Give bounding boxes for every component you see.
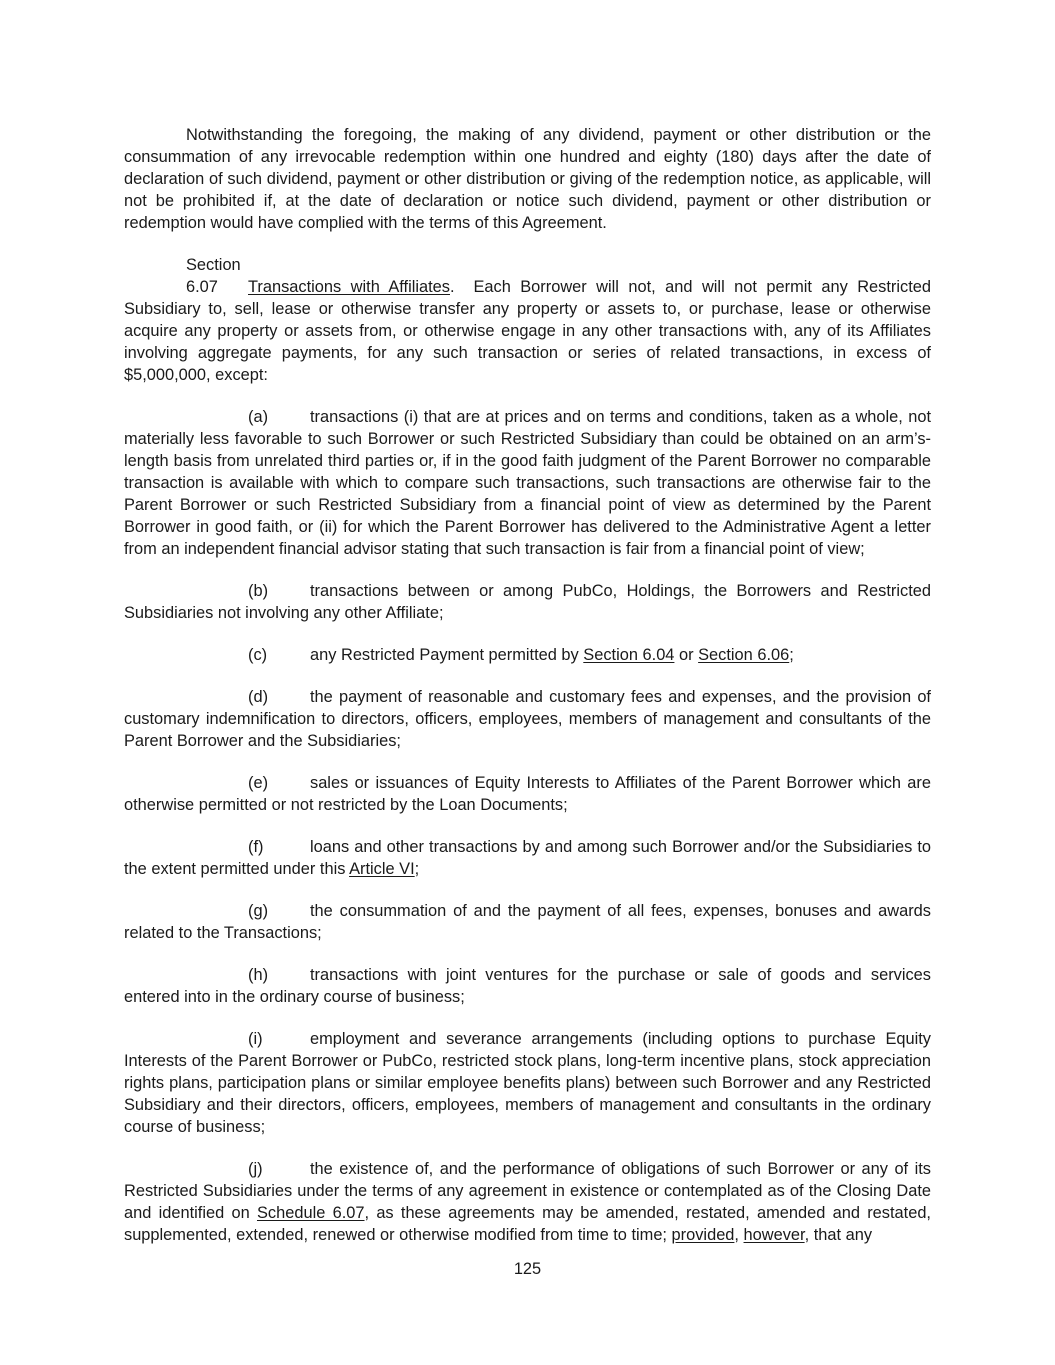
list-item-i [124,1028,931,1138]
schedule-6-07-reference: Schedule 6.07 [256,1204,365,1222]
item-label: (d) [248,688,269,706]
list-item-d [124,686,931,752]
list-item-j [124,1158,931,1246]
item-text: transactions between or among PubCo, Holdings, the Borrowers and Restricted Subsidiaries not involving any other Affiliate; [124,582,931,622]
item-label: (g) [248,902,269,920]
item-label: (e) [248,774,269,792]
article-vi-reference: Article VI [349,860,415,878]
list-item-c [124,644,931,666]
item-text: , as these agreements may be amended, restated, amended and restated, supplemented, extended, renewed or otherwise modified from time to time; [124,1204,931,1244]
item-text: ; [789,646,794,664]
list-item-h [124,964,931,1008]
item-text: sales or issuances of Equity Interests to Affiliates of the Parent Borrower which are otherwise permitted or not restricted by the Loan Documents; [124,774,931,814]
section-title-period: . [450,278,455,296]
item-text: transactions (i) that are at prices and on terms and conditions, taken as a whole, not materially less favorable to such Borrower or such Restricted Subsidiary than could be obtained on an arm’s-length basis from unrelated third parties or, if in the good faith judgment of the Parent Borrower no comparable transaction is available with which to compare such transactions, such transactions are otherwise fair to the Parent Borrower or such Restricted Subsidiary from a financial point of view as determined by the Parent Borrower in good faith, or (ii) for which the Parent Borrower has delivered to the Administrative Agent a letter from an independent financial advisor stating that such transaction is fair from a financial point of view; [124,408,931,558]
item-label: (h) [248,966,269,984]
item-text: , [734,1226,744,1244]
item-text: transactions with joint ventures for the purchase or sale of goods and services entered into in the ordinary course of business; [124,966,931,1006]
item-label: (f) [248,838,264,856]
provided-term: provided [671,1226,735,1244]
list-item-e [124,772,931,816]
section-6-07-paragraph [124,254,931,386]
item-text: ; [414,860,420,878]
item-text: the existence of, and the performance of obligations of such Borrower or any of its Restricted Subsidiaries under the terms of any agreement in existence or contemplated as of the Closing Date and identified on [124,1160,931,1222]
list-item-b [124,580,931,624]
document-page [124,124,931,1246]
section-body: Each Borrower will not, and will not permit any Restricted Subsidiary to, sell, lease or otherwise transfer any property or assets to, or purchase, lease or otherwise acquire any property or assets from, or otherwise engage in any other transactions with, any of its Affiliates involving aggregate payments, for any such transaction or series of related transactions, in excess of $5,000,000, except: [124,278,932,384]
list-item-g [124,900,931,944]
item-text: employment and severance arrangements (including options to purchase Equity Interests of the Parent Borrower or PubCo, restricted stock plans, long-term incentive plans, stock appreciation rights plans, participation plans or similar employee benefits plans) between such Borrower and any Restricted Subsidiary and their directors, officers, employees, members of management and consultants in the ordinary course of business; [124,1030,931,1136]
however-term: however [743,1226,805,1244]
page-number: 125 [513,1260,542,1278]
item-text: the consummation of and the payment of all fees, expenses, bonuses and awards related to the Transactions; [124,902,931,942]
item-text: the payment of reasonable and customary fees and expenses, and the provision of customary indemnification to directors, officers, employees, members of management and consultants of the Parent Borrower and the Subsidiaries; [124,688,931,750]
item-label: (i) [248,1030,263,1048]
list-item-a [124,406,931,560]
section-number: Section 6.07 [186,256,241,296]
list-item-f [124,836,931,880]
section-6-06-reference: Section 6.06 [698,646,790,664]
item-label: (a) [248,408,269,426]
item-text: or [674,646,699,664]
intro-paragraph: Notwithstanding the foregoing, the making of any dividend, payment or other distribution or the consummation of any irrevocable redemption within one hundred and eighty (180) days after the date of declaration of such dividend, payment or other distribution or giving of the redemption notice, as applicable, will not be prohibited if, at the date of declaration or notice such dividend, payment or other distribution or redemption would have complied with the terms of this Agreement. [124,126,931,232]
section-title: Transactions with Affiliates [248,278,450,296]
item-label: (c) [248,646,268,664]
section-6-04-reference: Section 6.04 [583,646,675,664]
item-label: (j) [248,1160,263,1178]
item-label: (b) [248,582,269,600]
item-text: , that any [804,1226,873,1244]
item-text: any Restricted Payment permitted by [310,646,584,664]
item-text: loans and other transactions by and among such Borrower and/or the Subsidiaries to the extent permitted under this [124,838,931,878]
